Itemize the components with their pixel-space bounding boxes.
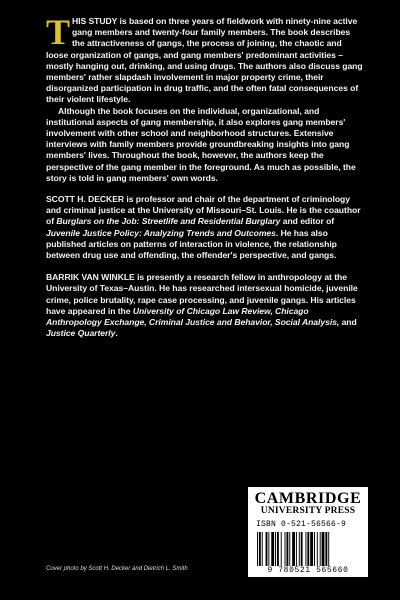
cover-photo-credit: Cover photo by Scott H. Decker and Dietrich L. Smith <box>46 566 188 572</box>
vanwinkle-end: . <box>115 328 118 339</box>
barcode-bar <box>268 532 269 566</box>
publisher-name-line-2: UNIVERSITY PRESS <box>260 506 356 516</box>
barcode-bar <box>292 532 295 566</box>
barcode-bar <box>314 532 315 566</box>
vanwinkle-journals: University of Chicago Law Review, Chicago Anthropology Exchange, Criminal Justice and Behavior, Social Analysis, <box>46 305 340 328</box>
barcode-number: 9 780521 565660 <box>267 566 349 575</box>
barcode-bar <box>299 532 300 566</box>
publisher-name-line-1: CAMBRIDGE <box>254 490 362 507</box>
barcode-bar <box>307 532 309 566</box>
barcode-bar <box>285 532 286 566</box>
publisher-logo <box>248 490 368 516</box>
barcode-bar <box>317 532 318 566</box>
vanwinkle-and: and <box>339 317 357 328</box>
drop-cap: T <box>46 12 70 52</box>
decker-book-2: Juvenile Justice Policy: Analyzing Trends and Outcomes <box>46 227 276 238</box>
barcode-bar <box>322 532 325 566</box>
barcode-bar <box>286 532 288 566</box>
barcode-bar <box>328 532 329 566</box>
vanwinkle-last-journal: Justice Quarterly <box>46 328 116 339</box>
author-bio-van-winkle <box>46 272 364 339</box>
barcode-bar <box>320 532 321 566</box>
blurb-paragraph-2: Although the book focuses on the individual, organizational, and institutional aspects of gang membership, it also explores gang members' involvement with other school and neighborhood structures. Extensive interviews with family members provide groundbreaking insights into gang members' lives. Throughout the book, however, the authors keep the perspective of the gang member in the foreground. As much as possible, the story is told in gang members' own words. <box>46 105 356 183</box>
barcode-bar <box>259 532 261 566</box>
barcode-bar <box>281 532 282 566</box>
decker-intro: SCOTT H. DECKER is professor and chair of the department of criminology and criminal justice at the University of Missouri–St. Louis. He is the coauthor of <box>46 194 361 227</box>
barcode <box>256 532 360 566</box>
barcode-bar <box>305 532 306 566</box>
barcode-bar <box>257 532 258 566</box>
blurb-paragraph-1 <box>46 12 364 106</box>
barcode-bar <box>266 532 268 566</box>
barcode-bar <box>296 532 297 566</box>
vanwinkle-intro: BARRIK VAN WINKLE is presently a research fellow in anthropology at the University of Texas–Austin. He has researched intersexual homicide, juvenile crime, police brutality, rape case processing, and juvenile gangs. His articles have appeared in the <box>46 272 358 316</box>
decker-mid: and editor of <box>280 216 335 227</box>
barcode-bar <box>275 532 276 566</box>
back-cover-text <box>46 12 364 339</box>
isbn-label: ISBN 0-521-56566-9 <box>256 520 347 529</box>
barcode-bar <box>325 532 327 566</box>
barcode-bar <box>301 532 303 566</box>
author-bio-decker <box>46 194 364 261</box>
barcode-bar <box>289 532 290 566</box>
barcode-bar <box>310 532 313 566</box>
barcode-bar <box>277 532 279 566</box>
decker-end: . He has also published articles on patterns of interaction in violence, the relationship between drug use and offending, the offender's perspective, and gangs. <box>46 227 337 261</box>
publisher-block <box>248 487 368 577</box>
barcode-bar <box>271 532 274 566</box>
decker-book-1: Burglars on the Job: Streetlife and Residential Burglary <box>56 216 281 227</box>
blurb-text-1: HIS STUDY is based on three years of fieldwork with ninety-nine active gang members and twenty-four family members. The book describes the attractiveness of gangs, the process of joining, the chaotic and loose organization of gangs, and gang members' predominant activities – mostly hanging out, drinking, and using drugs. The authors also discuss gang members' rather slapdash involvement in major property crime, their disorganized participation in drug traffic, and the often fatal consequences of their violent lifestyle. <box>46 16 363 105</box>
barcode-bar <box>262 532 263 566</box>
